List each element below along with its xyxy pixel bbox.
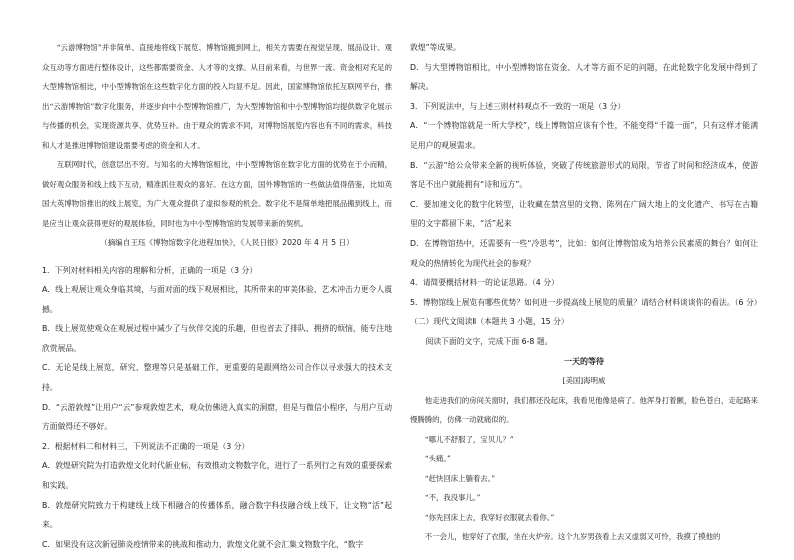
dialogue-line: “哪儿不舒服了，宝贝儿？” xyxy=(424,434,514,444)
option-1c: C．无论是线上展览，研究、整理等只是基础工作，更重要的是跟网络公司合作以寻求强大的技术支持。 xyxy=(42,363,392,393)
story-author: [美国]海明威 xyxy=(562,376,606,386)
story-paragraph: 不一会儿，他穿好了衣服，坐在火炉旁。这个九岁男孩看上去又虚弱又可怜，我摸了摸他的 xyxy=(424,532,721,542)
question-4: 4．请简要概括材料一的论证思路。（4 分） xyxy=(410,278,559,288)
question-5: 5．博物馆线上展览有哪些优势？如何进一步提高线上展览的质量？请结合材料谈谈你的看法。（6 分） xyxy=(410,297,762,307)
option-1b: B．线上展览使观众在观展过程中减少了与伙伴交流的乐趣，但也省去了排队、拥挤的烦恼，能专注地欣赏展品。 xyxy=(42,324,392,353)
option-2d: D．与大型博物馆相比，中小型博物馆在资金、人才等方面不足的问题，在此轮数字化发展中得到了解决。 xyxy=(410,62,758,92)
option-1d: D．“云游敦煌”让用户“云”参观敦煌艺术，观众仿佛进入真实的洞窟，但是与微信小程序，与用户互动方面做得还不够好。 xyxy=(42,402,392,432)
story-paragraph: 他走进我们的房间关窗时，我们都还没起床，我看见他像是病了。他浑身打着颤，脸色苍白，走起路来慢腾腾的，仿佛一动就痛似的。 xyxy=(410,395,758,425)
option-2b: B．敦煌研究院致力于构建线上线下相融合的传播体系，融合数字科技融合线上线下，让文物“活”起来。 xyxy=(42,500,392,530)
dialogue-line: “头痛。” xyxy=(424,454,451,464)
instruction: 阅读下面的文字，完成下面 6-8 题。 xyxy=(425,336,553,346)
option-2c: C．如果没有这次新冠肺炎疫情带来的挑战和推动力，敦煌文化就不会汇集文物数字化、“数字 xyxy=(42,539,364,549)
dialogue-line: “赶快回床上躺着去。” xyxy=(424,473,496,483)
continued-text: 敦煌”等成果。 xyxy=(410,43,461,52)
dialogue-line: “你先回床上去，我穿好衣服就去看你。” xyxy=(424,512,555,522)
right-column xyxy=(410,38,762,547)
story-title: 一天的等待 xyxy=(564,356,604,366)
passage-paragraph: 互联网时代，创意层出不穷。与知名的大博物馆相比，中小型博物馆在数字化方面的优势在于小而精，做好观众服务和线上线下互动，精准抓住观众的喜好。在这方面，国外博物馆的一些做法值得借鉴，比如英国大英博物馆推出的线上展览，为广大观众提供了虚拟参观的机会。数字化不是简单地把展品搬到线上，而是应当让观众获得更好的观展体验，同时也为中小型博物馆的发展带来新的契机。 xyxy=(42,160,392,228)
question-1: 1．下列对材料相关内容的理解和分析，正确的一项是（3 分） xyxy=(42,265,258,275)
option-3a: A．“一个博物馆就是一所大学校”，线上博物馆应该有个性，不能变得“千篇一面”，只有这样才能满足用户的观展需求。 xyxy=(410,121,758,150)
option-3c: C．要加速文化的数字化转型，让收藏在禁宫里的文物、陈列在广阔大地上的文化遗产、书写在古籍里的文字都留下来，“活”起来 xyxy=(410,199,758,229)
section-heading: （二）现代文阅读Ⅱ（本题共 3 小题，15 分） xyxy=(410,317,569,327)
question-3: 3．下列说法中，与上述三则材料观点不一致的一项是（3 分） xyxy=(410,101,626,111)
left-column xyxy=(42,38,392,554)
option-2a: A．敦煌研究院为打造敦煌文化时代新业标，有效推动文物数字化，进行了一系列行之有效的重要探索和实践。 xyxy=(42,461,392,491)
source-citation: （摘编自王珏《博物馆数字化进程加快》，《人民日报》2020 年 4 月 5 日） xyxy=(100,238,354,247)
passage-paragraph: “云游博物馆”并非简单、直接地将线下展览、博物馆搬到网上，相关方需要在视觉呈现、展品设计、观众互动等方面进行整体设计，这些都需要资金、人才等的支撑。从目前来看，与世界一流、资金相对充足的大型博物馆相比，中小型博物馆在这些数字化方面的投入均显不足。因此，国家博物馆依托互联网平台，推出“云游博物馆”数字化服务，并逐步向中小型博物馆推广，为大型博物馆和中小型博物馆均提供数字化展示与传播的机会，实现资源共享、优势互补。由于观众的需求不同，对博物馆展览内容也有不同的需求，科技和人才是推进博物馆建设需要考虑的资金和人才。 xyxy=(42,43,392,150)
option-3d: D．在博物馆热中，还需要有一些“冷思考”，比如：如何让博物馆成为培养公民素质的舞台？如何让观众的热情转化为现代社会的参观？ xyxy=(410,238,758,268)
option-1a: A．线上观展让观众身临其境，与面对面的线下观展相比，其所带来的审美体验、艺术冲击力更令人震撼。 xyxy=(42,285,392,314)
option-3b: B．“云游”给公众带来全新的视听体验，突破了传统旅游形式的局限，节省了时间和经济成本，使游客足不出户就能拥有“诗和远方”。 xyxy=(410,160,758,190)
dialogue-line: “不，我没事儿。” xyxy=(424,493,481,503)
question-2: 2．根据材料二和材料三，下列说法不正确的一项是（3 分） xyxy=(42,441,250,451)
